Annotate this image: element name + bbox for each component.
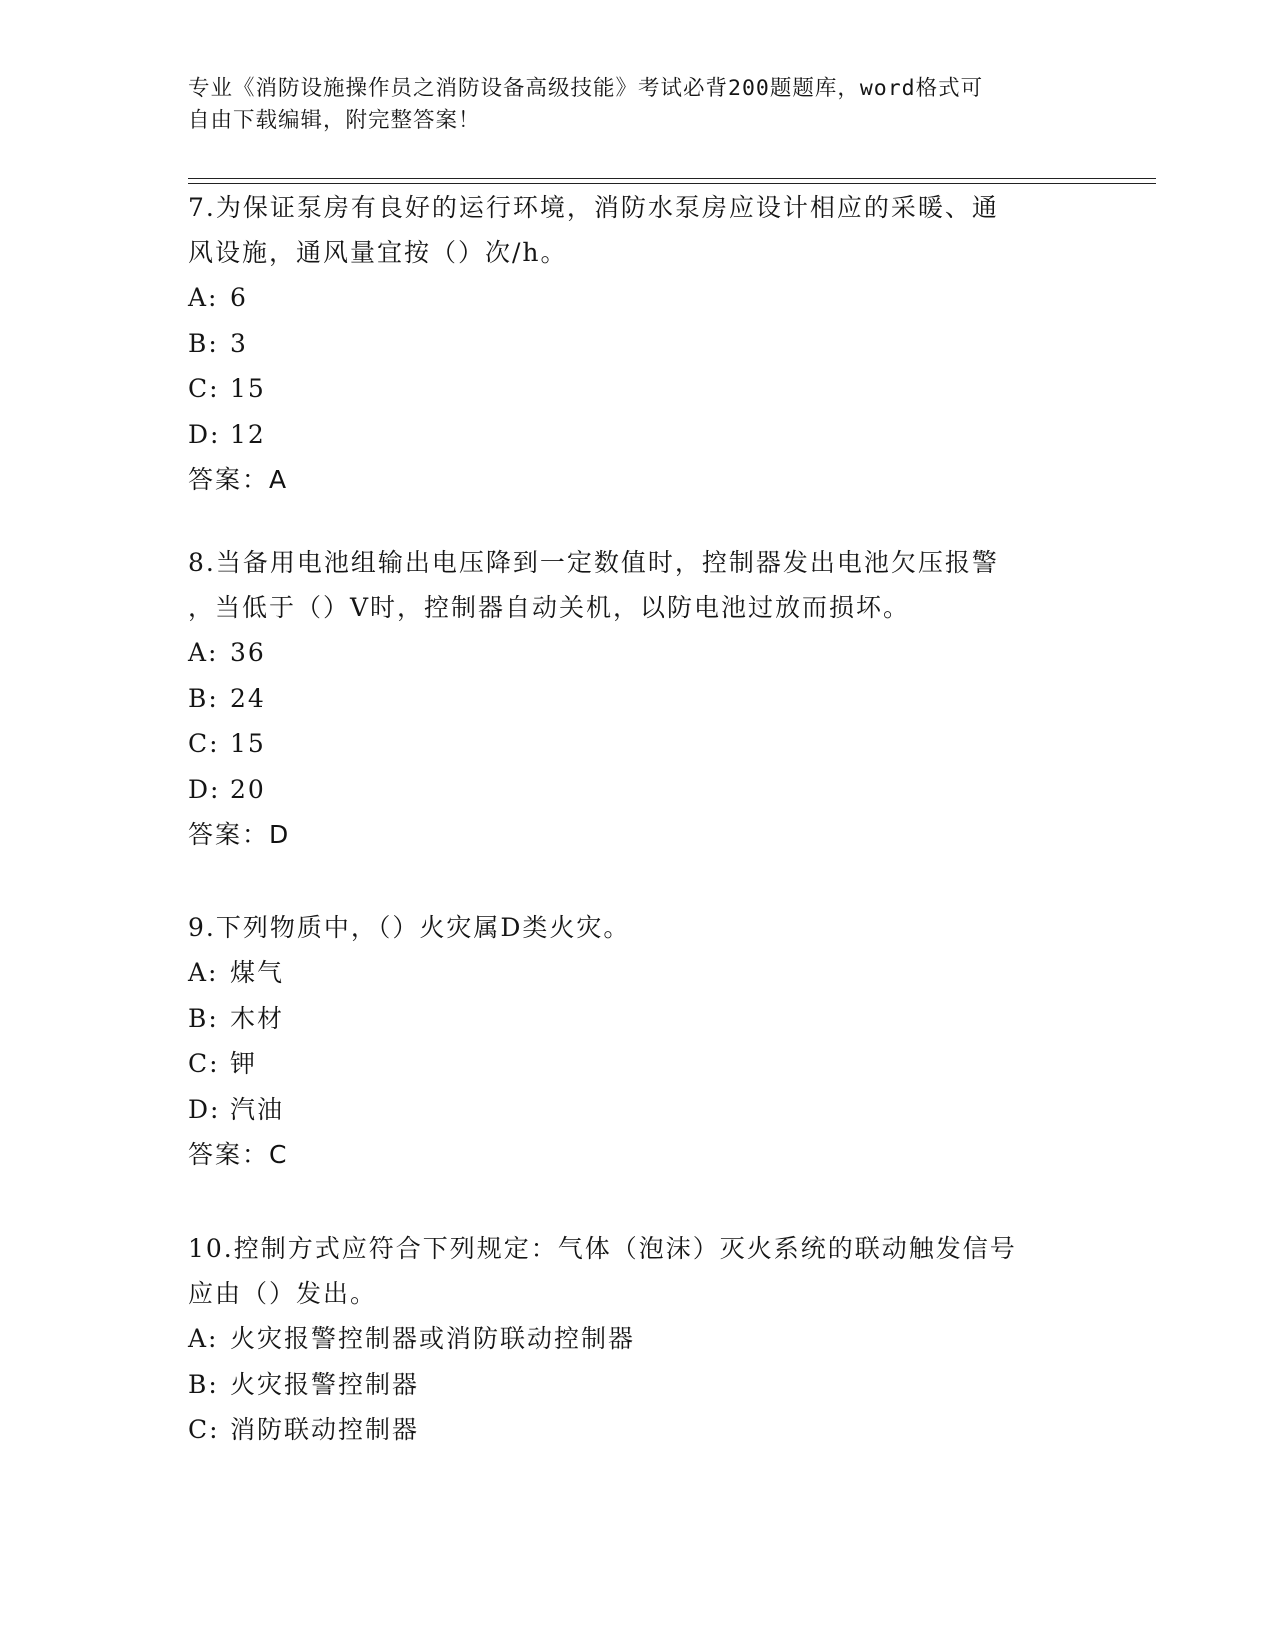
stem-line: 8.当备用电池组输出电压降到一定数值时，控制器发出电池欠压报警 xyxy=(188,548,999,577)
stem-line: ，当低于（）V时，控制器自动关机，以防电池过放而损坏。 xyxy=(188,593,911,622)
question-8 xyxy=(188,540,1088,857)
option-key: D: xyxy=(188,1094,221,1124)
option-key: B: xyxy=(188,328,219,358)
option-text: 汽油 xyxy=(230,1094,285,1124)
option-b xyxy=(188,1362,1088,1408)
option-key: C: xyxy=(188,1415,220,1444)
stem-line: 10.控制方式应符合下列规定：气体（泡沫）灭火系统的联动触发信号 xyxy=(188,1234,1017,1263)
option-text: 15 xyxy=(230,729,266,758)
option-text: 木材 xyxy=(230,1003,285,1033)
option-key: D: xyxy=(188,774,221,804)
option-key: A: xyxy=(188,958,219,987)
option-key: B: xyxy=(188,683,219,713)
question-stem xyxy=(188,1226,1088,1316)
option-c xyxy=(188,721,1088,767)
question-stem xyxy=(188,540,1088,630)
header-rule-top xyxy=(188,178,1156,179)
answer-line: 答案：D xyxy=(188,820,291,849)
stem-line: 9.下列物质中，（）火灾属D类火灾。 xyxy=(188,913,631,942)
answer-line: 答案：A xyxy=(188,465,289,494)
option-c xyxy=(188,1041,1088,1087)
option-text: 煤气 xyxy=(230,958,285,987)
option-c xyxy=(188,1407,1088,1453)
option-key: A: xyxy=(188,283,219,312)
option-text: 12 xyxy=(230,419,266,449)
stem-line: 风设施，通风量宜按（）次/h。 xyxy=(188,238,568,267)
option-a xyxy=(188,950,1088,996)
option-text: 消防联动控制器 xyxy=(230,1415,420,1444)
option-key: D: xyxy=(188,419,221,449)
option-key: C: xyxy=(188,729,220,758)
option-key: A: xyxy=(188,638,219,667)
document-header xyxy=(188,73,1068,137)
option-text: 36 xyxy=(230,638,266,667)
stem-line: 7.为保证泵房有良好的运行环境，消防水泵房应设计相应的采暖、通 xyxy=(188,193,999,222)
question-10 xyxy=(188,1226,1088,1453)
header-rule-bottom xyxy=(188,183,1156,184)
option-text: 15 xyxy=(230,374,266,403)
header-line-2: 自由下载编辑，附完整答案！ xyxy=(188,108,481,133)
option-d xyxy=(188,1087,1088,1133)
option-text: 火灾报警控制器或消防联动控制器 xyxy=(230,1324,636,1353)
option-b xyxy=(188,321,1088,367)
option-text: 火灾报警控制器 xyxy=(230,1369,420,1399)
option-text: 24 xyxy=(230,683,266,713)
option-c xyxy=(188,366,1088,412)
option-a xyxy=(188,630,1088,676)
answer-line: 答案：C xyxy=(188,1140,289,1169)
option-text: 钾 xyxy=(230,1049,258,1078)
option-d xyxy=(188,412,1088,458)
option-key: B: xyxy=(188,1003,219,1033)
question-stem xyxy=(188,185,1088,275)
option-key: C: xyxy=(188,1049,220,1078)
stem-line: 应由（）发出。 xyxy=(188,1279,378,1308)
question-7 xyxy=(188,185,1088,502)
question-9 xyxy=(188,905,1088,1177)
option-text: 6 xyxy=(230,283,248,312)
option-text: 20 xyxy=(230,774,266,804)
option-a xyxy=(188,275,1088,321)
question-stem xyxy=(188,905,1088,950)
option-key: C: xyxy=(188,374,220,403)
option-d xyxy=(188,767,1088,813)
option-text: 3 xyxy=(230,328,248,358)
option-key: A: xyxy=(188,1324,219,1353)
option-key: B: xyxy=(188,1369,219,1399)
option-b xyxy=(188,676,1088,722)
option-b xyxy=(188,996,1088,1042)
header-line-1: 专业《消防设施操作员之消防设备高级技能》考试必背200题题库，word格式可 xyxy=(188,76,984,101)
option-a xyxy=(188,1316,1088,1362)
